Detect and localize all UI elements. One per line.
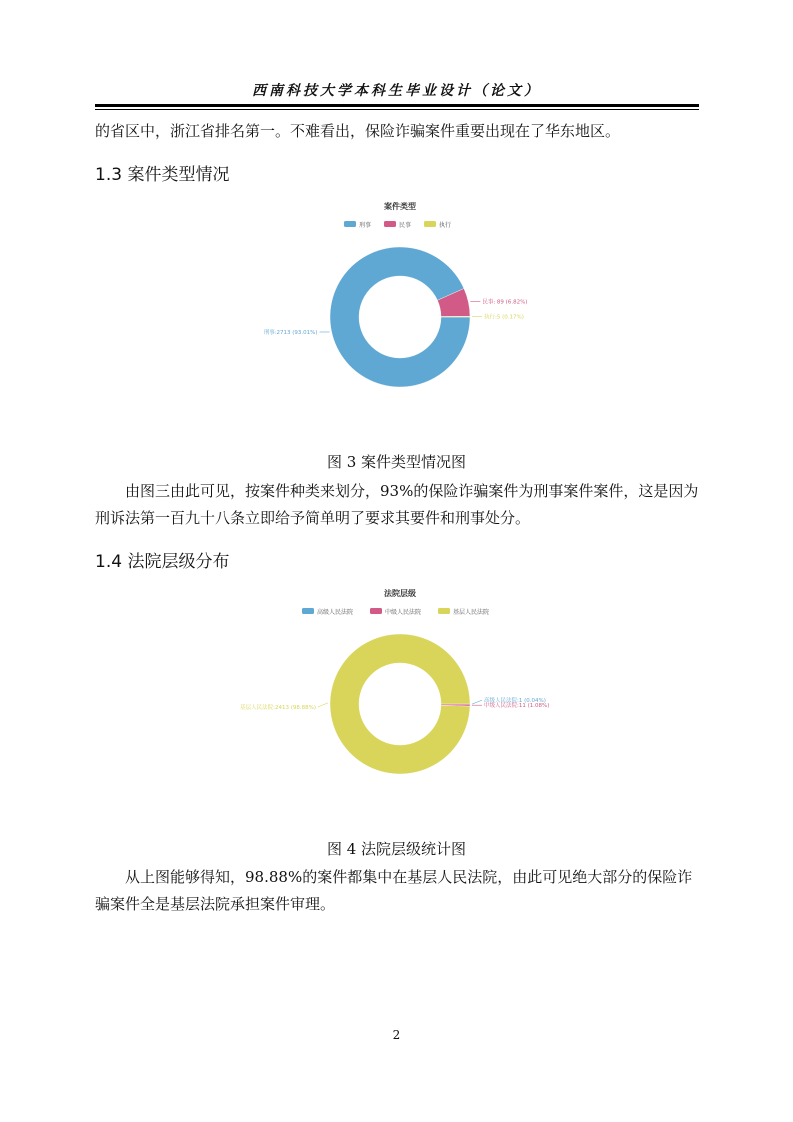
paragraph-1: 的省区中，浙江省排名第一。不难看出，保险诈骗案件重要出现在了华东地区。: [95, 122, 621, 140]
chart-court-level: [0, 582, 793, 822]
legend-item-1[interactable]: [384, 221, 411, 229]
legend-item-1[interactable]: [370, 608, 421, 616]
slice-label: 刑事:2713 (93.01%): [263, 329, 318, 336]
paragraph-3: 从上图能够得知，98.88%的案件都集中在基层人民法院，由此可见绝大部分的保险诈骗案件全是基层法院承担案件审理。: [95, 868, 693, 913]
legend-label: 高级人民法院: [317, 609, 354, 616]
slice-label: 基层人民法院:2413 (98.88%): [240, 704, 317, 711]
legend-swatch: [384, 221, 396, 227]
header-rule-thin: [95, 109, 699, 110]
page-number: 2: [392, 1028, 401, 1042]
legend-swatch: [424, 221, 436, 227]
slice-label: 高级人民法院:1 (0.04%): [483, 698, 546, 705]
legend-label: 执行: [439, 222, 452, 229]
label-leader-line: [472, 700, 482, 704]
legend-swatch: [344, 221, 356, 227]
label-leader-line: [318, 703, 328, 707]
slice-2[interactable]: [441, 316, 470, 317]
slice-label: 中级人民法院:11 (1.08%): [483, 703, 550, 710]
slice-label: 民事: 89 (6.82%): [482, 299, 528, 306]
legend-swatch: [370, 608, 382, 614]
page-header-title: 西南科技大学本科生毕业设计（论文）: [252, 83, 541, 99]
legend-item-2[interactable]: [438, 608, 489, 616]
legend-label: 民事: [399, 222, 412, 229]
legend-label: 中级人民法院: [385, 609, 422, 616]
chart-title: 案件类型: [384, 202, 416, 211]
legend-item-0[interactable]: [302, 608, 353, 616]
section-heading-1-3: 1.3 案件类型情况: [95, 165, 230, 185]
legend-swatch: [302, 608, 314, 614]
figure-4-caption: 图 4 法院层级统计图: [326, 840, 467, 858]
header-rule-thick: [95, 104, 699, 107]
legend-label: 刑事: [359, 222, 372, 229]
figure-3-caption: 图 3 案件类型情况图: [326, 453, 467, 471]
paragraph-2: 由图三由此可见，按案件种类来划分，93%的保险诈骗案件为刑事案件案件，这是因为刑诉法第一百九十八条立即给予简单明了要求其要件和刑事处分。: [95, 482, 699, 527]
section-heading-1-4: 1.4 法院层级分布: [95, 552, 230, 572]
slice-2[interactable]: [330, 634, 470, 774]
legend-label: 基层人民法院: [453, 609, 490, 616]
slice-label: 执行:5 (0.17%): [483, 314, 524, 321]
legend-swatch: [438, 608, 450, 614]
legend-item-0[interactable]: [344, 221, 371, 229]
chart-case-type: [0, 195, 793, 435]
chart-title: 法院层级: [384, 589, 416, 598]
legend-item-2[interactable]: [424, 221, 451, 229]
